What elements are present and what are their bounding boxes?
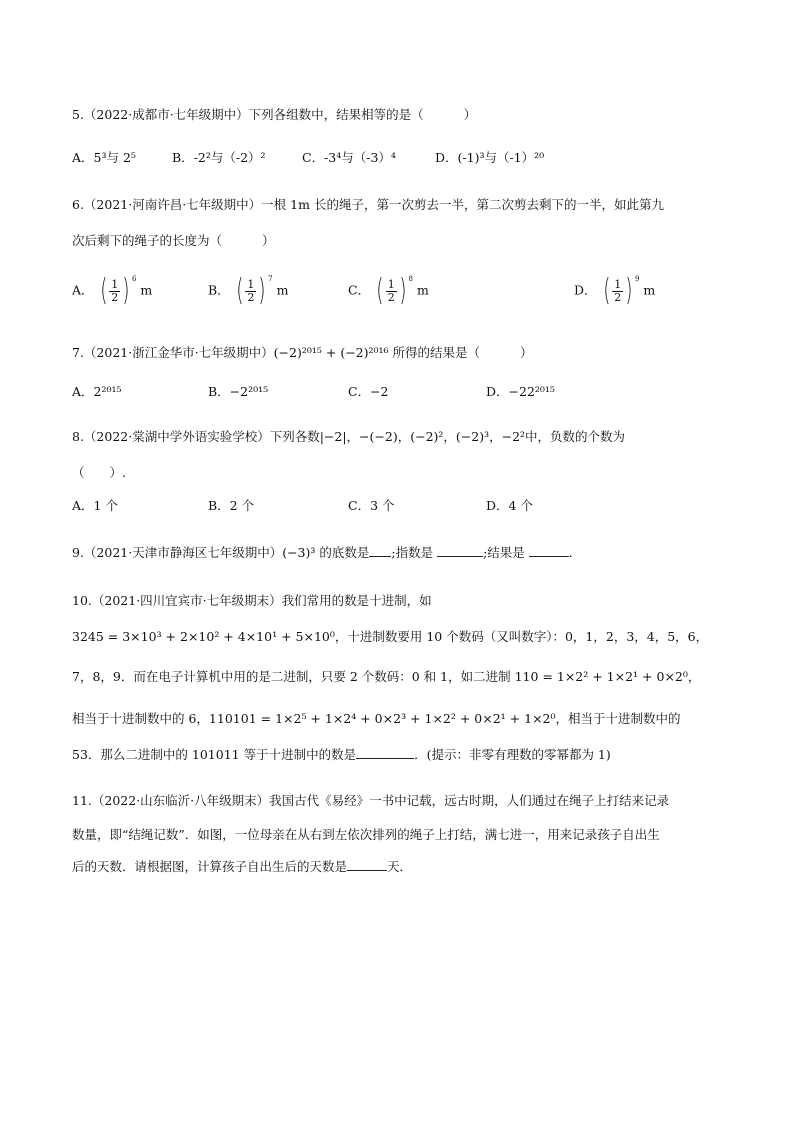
q11-line3b: 天．	[387, 859, 413, 874]
q6-option-d-unit: m	[643, 282, 656, 298]
q6-stem-line2	[72, 232, 275, 250]
q8-option-d: D．4 个	[486, 498, 533, 513]
q10-line1: 10.（2021·四川宜宾市·七年级期末）我们常用的数是十进制，如	[72, 593, 432, 608]
q6-option-c	[348, 273, 429, 308]
q10-line5b: ．(提示：非零有理数的零幂都为 1)	[414, 747, 611, 762]
q5-option-a: A．5³与 2⁵	[72, 150, 136, 165]
q6-option-c-power: ( $\frac{1}{2}$ ) 8	[376, 273, 413, 308]
q6-option-d	[574, 273, 656, 308]
q11-line3	[72, 858, 412, 876]
q9-result-blank[interactable]	[529, 544, 569, 557]
q6-option-d-den: 2	[614, 290, 622, 304]
q6-stem-end: ）	[262, 233, 275, 248]
q7-option-b: B．−2²⁰¹⁵	[208, 384, 269, 399]
q10-line3: 7，8，9．而在电子计算机中用的是二进制，只要 2 个数码：0 和 1，如二进制 110 = 1×2² + 1×2¹ + 0×2⁰，	[72, 669, 701, 684]
q6-option-a-power: ( $\frac{1}{2}$ ) 6	[99, 273, 137, 308]
q8-option-a: A．1 个	[72, 498, 118, 513]
q6-option-c-letter: C．	[348, 282, 371, 298]
q9-part2: ;指数是	[391, 545, 434, 560]
q8-option-b: B．2 个	[208, 498, 255, 513]
q6-option-a-letter: A．	[72, 282, 94, 298]
q10-line4: 相当于十进制数中的 6，110101 = 1×2⁵ + 1×2⁴ + 0×2³ + 1×2² + 0×2¹ + 1×2⁰，相当于十进制数中的	[72, 711, 681, 726]
q6-option-c-unit: m	[416, 282, 429, 298]
q6-option-b-exp: 7	[268, 275, 273, 283]
q7-option-d: D．−22²⁰¹⁵	[486, 384, 555, 399]
q6-option-b-den: 2	[247, 290, 255, 304]
q9-part1: 9.（2021·天津市静海区七年级期中）(−3)³ 的底数是	[72, 545, 370, 560]
q8-stem-line2: （ ）.	[72, 465, 126, 480]
q10-line2: 3245 = 3×10³ + 2×10² + 4×10¹ + 5×10⁰，十进制数要用 10 个数码（又叫数字）：0，1，2，3，4，5，6，	[72, 629, 709, 644]
q10-line5a: 53．那么二进制中的 101011 等于十进制中的数是	[72, 747, 357, 762]
q9-base-blank[interactable]	[369, 544, 391, 557]
q10-line5	[72, 746, 611, 764]
q6-option-d-exp: 9	[634, 275, 640, 283]
q7-option-a: A．2²⁰¹⁵	[72, 384, 122, 399]
q11-answer-blank[interactable]	[347, 858, 387, 871]
q7-option-c: C．−2	[348, 384, 389, 399]
q6-option-c-num: 1	[387, 277, 395, 291]
q6-option-b-num: 1	[247, 277, 255, 291]
q10-answer-blank[interactable]	[356, 746, 414, 759]
q6-option-d-letter: D．	[574, 282, 597, 298]
q9-part3: ;结果是	[483, 545, 525, 560]
q6-option-a-unit: m	[140, 282, 153, 298]
q8-stem: 8.（2022·棠湖中学外语实验学校）下列各数|−2|，−(−2)，(−2)²，(−2)³，−2²中，负数的个数为	[72, 429, 626, 444]
q6-option-d-num: 1	[614, 277, 622, 291]
q5-option-d: D．(-1)³与（-1）²⁰	[435, 150, 545, 165]
q11-line2: 数量，即“结绳记数”．如图，一位母亲在从右到左依次排列的绳子上打结，满七进一，用来记录孩子自出生	[72, 827, 660, 842]
q6-option-b-letter: B．	[208, 282, 230, 298]
q9-exponent-blank[interactable]	[437, 544, 483, 557]
q6-option-b-power: ( $\frac{1}{2}$ ) 7	[236, 273, 273, 308]
q7-stem	[72, 344, 533, 362]
q6-option-a-num: 1	[111, 277, 119, 291]
q9-stem	[72, 544, 573, 562]
q6-option-b-unit: m	[276, 282, 289, 298]
q11-line1: 11.（2022·山东临沂·八年级期末）我国古代《易经》一书中记载，远古时期，人们通过在绳子上打结来记录	[72, 793, 670, 808]
q6-option-c-exp: 8	[408, 275, 413, 283]
q6-stem-line2-text: 次后剩下的绳子的长度为（	[72, 233, 223, 248]
q5-stem-end: ）	[463, 107, 477, 122]
q7-stem-text: 7.（2021·浙江金华市·七年级期中）(−2)²⁰¹⁵ + (−2)²⁰¹⁶ 所得的结果是（	[72, 345, 481, 360]
q11-line3a: 后的天数．请根据图，计算孩子自出生后的天数是	[72, 859, 348, 874]
q7-stem-end: ）	[520, 345, 533, 360]
q5-option-c: C．-3⁴与（-3）⁴	[302, 150, 396, 165]
q9-part4: .	[568, 545, 573, 560]
q6-option-a	[72, 273, 153, 308]
q5-stem	[72, 106, 476, 124]
q6-stem-line1: 6.（2021·河南许昌·七年级期中）一根 1m 长的绳子，第一次剪去一半，第二次剪去剩下的一半，如此第九	[72, 197, 664, 212]
q6-option-a-den: 2	[111, 290, 119, 304]
q6-option-a-exp: 6	[131, 275, 137, 283]
q6-option-d-power: ( $\frac{1}{2}$ ) 9	[602, 273, 640, 308]
q8-option-c: C．3 个	[348, 498, 395, 513]
q5-stem-text: 5.（2022·成都市·七年级期中）下列各组数中，结果相等的是（	[72, 107, 424, 122]
q5-option-b: B．-2²与（-2）²	[172, 150, 266, 165]
q6-option-b	[208, 273, 289, 308]
q6-option-c-den: 2	[387, 290, 395, 304]
